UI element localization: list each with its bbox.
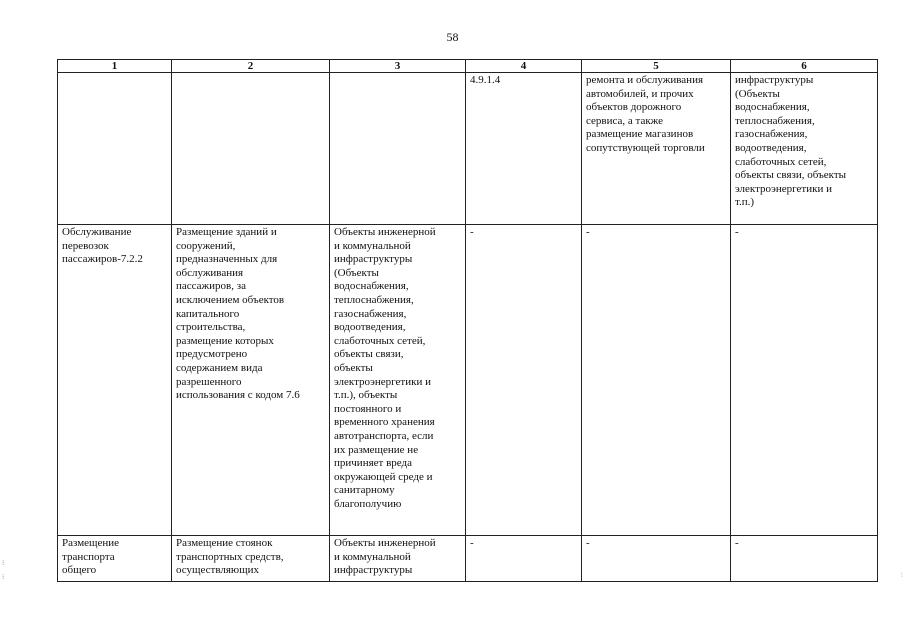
scan-mark: ⁝ bbox=[2, 559, 5, 567]
cell-text: Размещение стоянок транспортных средств, осуществляющих bbox=[176, 537, 284, 577]
cell-text: Размещение зданий и сооружений, предназначенных для обслуживания пассажиров, за исключением объектов капитального строительства, размещение которых предусмотрено содержанием вида разрешенного использования с кодом 7.6 bbox=[176, 226, 300, 402]
table-cell bbox=[172, 225, 330, 536]
column-header-4: 4 bbox=[466, 60, 582, 73]
cell-text: 4.9.1.4 bbox=[470, 74, 501, 86]
cell-text: - bbox=[470, 226, 474, 238]
cell-text: ремонта и обслуживания автомобилей, и прочих объектов дорожного сервиса, а также размещение магазинов сопутствующей торговли bbox=[586, 74, 705, 154]
header-row bbox=[58, 60, 878, 73]
table-cell bbox=[466, 225, 582, 536]
column-header-6: 6 bbox=[731, 60, 878, 73]
table-cell bbox=[172, 73, 330, 225]
cell-text: Обслуживание перевозок пассажиров-7.2.2 bbox=[62, 226, 143, 266]
column-header-1: 1 bbox=[58, 60, 172, 73]
table-cell bbox=[731, 225, 878, 536]
column-header-3: 3 bbox=[330, 60, 466, 73]
cell-text: - bbox=[735, 537, 739, 549]
table-cell bbox=[582, 225, 731, 536]
page-number: 58 bbox=[446, 30, 459, 44]
table-cell bbox=[172, 536, 330, 582]
column-header-2: 2 bbox=[172, 60, 330, 73]
table-row bbox=[58, 73, 878, 225]
scan-mark: ⁝ bbox=[900, 571, 903, 579]
cell-text: - bbox=[735, 226, 739, 238]
cell-text: Размещение транспорта общего bbox=[62, 537, 120, 577]
table-cell bbox=[731, 536, 878, 582]
table-cell bbox=[58, 536, 172, 582]
table-cell bbox=[466, 73, 582, 225]
table-cell bbox=[58, 225, 172, 536]
cell-text: Объекты инженерной и коммунальной инфраструктуры (Объекты водоснабжения, теплоснабжения, газоснабжения, водоотведения, слаботочных сетей, объекты связи, объекты электроэнергетики и т.п.), объекты постоянного и временного хранения автотранспорта, если их размещение не причиняет вреда окружающей среде и санитарному благополучию bbox=[334, 226, 436, 510]
scan-mark: ⁝ bbox=[2, 573, 5, 581]
table-row bbox=[58, 536, 878, 582]
cell-text: инфраструктуры (Объекты водоснабжения, теплоснабжения, газоснабжения, водоотведения, слаботочных сетей, объекты связи, объекты электроэнергетики и т.п.) bbox=[735, 74, 847, 209]
regulations-table bbox=[57, 59, 878, 582]
table-cell bbox=[330, 225, 466, 536]
table-cell bbox=[731, 73, 878, 225]
table-cell bbox=[330, 73, 466, 225]
table-cell bbox=[582, 73, 731, 225]
cell-text: - bbox=[586, 226, 590, 238]
cell-text: Объекты инженерной и коммунальной инфраструктуры bbox=[334, 537, 436, 577]
table-cell bbox=[330, 536, 466, 582]
table-cell bbox=[582, 536, 731, 582]
table-cell bbox=[466, 536, 582, 582]
cell-text: - bbox=[470, 537, 474, 549]
table-cell bbox=[58, 73, 172, 225]
table-row bbox=[58, 225, 878, 536]
column-header-5: 5 bbox=[582, 60, 731, 73]
cell-text: - bbox=[586, 537, 590, 549]
